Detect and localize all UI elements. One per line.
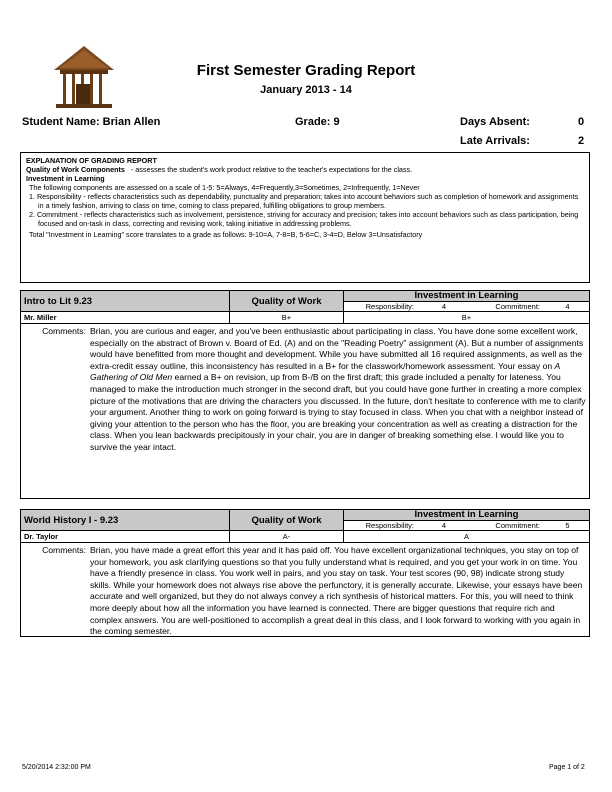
- quality-grade: A-: [230, 531, 344, 542]
- course-section: [20, 509, 590, 637]
- course-name: World History I - 9.23: [21, 510, 230, 530]
- responsibility-explanation: 1. Responsibility - reflects characteristics such as dependability, punctuality and preparation; takes into account behaviors such as completion of homework and assignments in a timely fashion, arriving to class on time, coming to class prepared, fulfilling obligations to group members.: [29, 192, 579, 210]
- page-number: Page 1 of 2: [549, 764, 585, 771]
- grading-explanation: [20, 152, 590, 283]
- commitment-value: 4: [565, 302, 570, 311]
- responsibility-label: Responsibility:: [365, 521, 414, 530]
- responsibility-value: 4: [441, 521, 447, 530]
- investment-header: Investment in Learning: [344, 291, 589, 302]
- course-header-row: [21, 291, 589, 312]
- course-section: [20, 290, 590, 499]
- quality-grade: B+: [230, 312, 344, 323]
- responsibility-label: Responsibility:: [365, 302, 414, 311]
- comments-label: Comments:: [42, 326, 86, 336]
- days-absent-value: 0: [578, 116, 585, 128]
- quality-header: Quality of Work: [230, 291, 344, 311]
- teacher-name: Dr. Taylor: [21, 531, 230, 542]
- quality-explanation: Quality of Work Components - assesses the student's work product relative to the teacher's expectations for the class.: [26, 165, 413, 174]
- responsibility-value: 4: [441, 302, 447, 311]
- investment-header: Investment in Learning: [344, 510, 589, 521]
- quality-header: Quality of Work: [230, 510, 344, 530]
- student-grade: Grade: 9: [295, 116, 340, 128]
- investment-block: [344, 510, 589, 530]
- print-timestamp: 5/20/2014 2:32:00 PM: [22, 764, 91, 771]
- course-name: Intro to Lit 9.23: [21, 291, 230, 311]
- late-arrivals-value: 2: [578, 135, 585, 147]
- total-explanation: Total "Investment in Learning" score translates to a grade as follows: 9-10=A, 7-8=B, 5-6=C, 3-4=D, Below 3=Unsatisfactory: [29, 230, 423, 239]
- investment-scores: [344, 521, 589, 530]
- comments-text: Brian, you are curious and eager, and you've been enthusiastic about participating in class. You have done some excellent work, especially on the abstract of Brown v. Board of Ed. (A) and on the "Reading Poetry" assignment (A). But a number of assignments would have benefitted from more thought and development. While you have submitted all 16 required assignments, as well as the extra-credit essay outline, this inconsistency has resulted in a B+ for the classwork/homework assessment. Your essay on A Gathering of Old Men earned a B+ on revision, up from B-/B on the first draft; this grade included a penalty for lateness. You managed to make the introduction much stronger in the second draft, but you could have gone further in creating a more complex picture of the motivations that are driving the characters you discussed. In the future, don't hesitate to conference with me to clarify your argument. Another thing to work on going forward is trying to stay focused in class. When you chat with a neighbor instead of giving your attention to the person who has the floor, you are breaking your concentration as well as creating a distraction for the class. When you lean backwards precipitously in your chair, you are in danger of breaking something else. I would like you to survive the year intact.: [90, 326, 586, 452]
- commitment-label: Commitment:: [495, 302, 540, 311]
- comments-label: Comments:: [42, 545, 86, 555]
- investment-grade: A: [463, 532, 469, 541]
- comments-text: Brian, you have made a great effort this year and it has paid off. You have excellent organizational techniques, you stay on top of your homework, you ask clarifying questions so that you fully understand what is required, and you get your work in on time. You have a friendly presence in class. You work well in pairs, and you stay on task. Your test scores (90, 98) indicate strong study skills. While your homework does not always rise above the perfunctory, it is generally accurate. Likewise, your essays have been accurate and well organized, but they do not always convey a rich synthesis of historical matters. For this, you will need to think more deeply about how all the information you have learned is connected. There are bigger questions that require rich and complex answers. You are well-positioned to accomplish a great deal in this class, and I look forward to working with you again in the coming semester.: [90, 545, 583, 637]
- teacher-name: Mr. Miller: [21, 312, 230, 323]
- teacher-row: [21, 312, 589, 324]
- scale-text: The following components are assessed on a scale of 1-5: 5=Always, 4=Frequently,3=Sometimes, 2=Infrequently, 1=Never: [29, 183, 420, 192]
- teacher-row: [21, 531, 589, 543]
- comments-block: [21, 324, 589, 456]
- report-title: First Semester Grading Report: [196, 62, 416, 79]
- commitment-explanation: 2. Commitment - reflects characteristics such as involvement, persistence, striving for accuracy and precision; takes into account behaviors such as class participation, being focused and on-task in class, correcting and revising work, taking initiative in addressing problems.: [29, 210, 579, 228]
- investment-grade: B+: [461, 313, 472, 322]
- commitment-value: 5: [565, 521, 570, 530]
- comments-block: [21, 543, 589, 640]
- investment-block: [344, 291, 589, 311]
- investment-heading: Investment in Learning: [26, 174, 105, 183]
- report-date: January 2013 - 14: [260, 84, 352, 96]
- late-arrivals-label: Late Arrivals:: [460, 135, 530, 147]
- days-absent-label: Days Absent:: [460, 116, 530, 128]
- commitment-label: Commitment:: [495, 521, 540, 530]
- investment-scores: [344, 302, 589, 311]
- course-header-row: [21, 510, 589, 531]
- student-name: Student Name: Brian Allen: [22, 116, 161, 128]
- explanation-heading: EXPLANATION OF GRADING REPORT: [26, 156, 157, 165]
